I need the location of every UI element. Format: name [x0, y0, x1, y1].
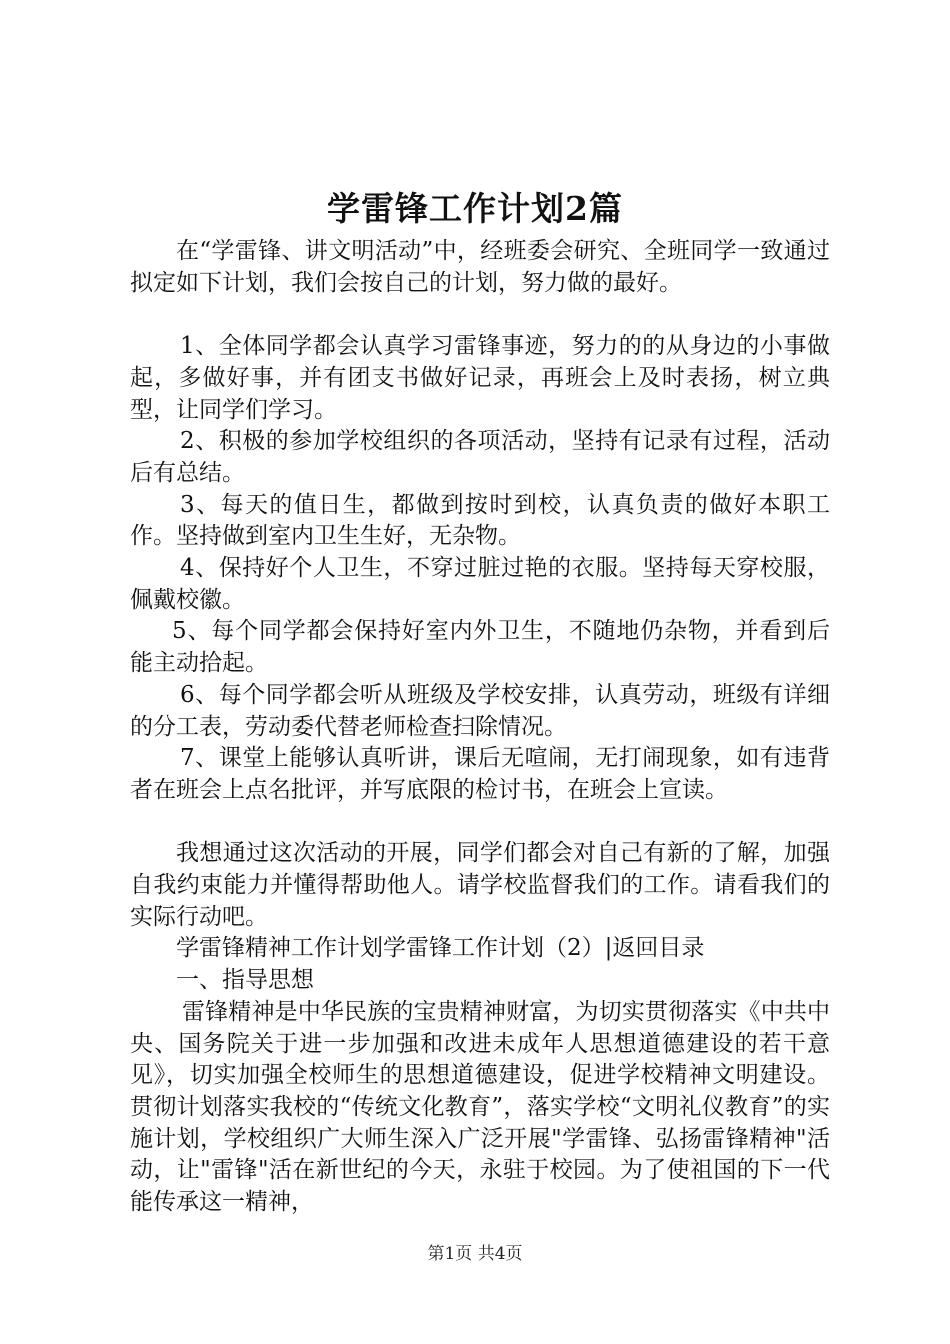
plan-item-7: 7、课堂上能够认真听讲，课后无喧闹，无打闹现象，如有违背者在班会上点名批评，并写底限的检讨书，在班会上宣读。: [130, 745, 830, 803]
paragraph-gap: [130, 299, 830, 331]
plan-item-2: 2、积极的参加学校组织的各项活动，坚持有记录有过程，活动后有总结。: [130, 428, 830, 486]
intro-paragraph: 在“学雷锋、讲文明活动”中，经班委会研究、全班同学一致通过拟定如下计划，我们会按自己的计划，努力做的最好。: [130, 238, 830, 296]
paragraph-gap: [130, 807, 830, 839]
plan-item-6: 6、每个同学都会听从班级及学校安排，认真劳动，班级有详细的分工表，劳动委代替老师检查扫除情况。: [130, 681, 830, 740]
section-heading: 一、指导思想: [176, 967, 314, 994]
guiding-thought-paragraph: 雷锋精神是中华民族的宝贵精神财富，为切实贯彻落实《中共中央、国务院关于进一步加强和改进未成年人思想道德建设的若干意见》，切实加强全校师生的思想道德建设，促进学校精神文明建设。贯彻计划落实我校的“传统文化教育”，落实学校“文明礼仪教育”的实施计划，学校组织广大师生深入广泛开展"学雷锋、弘扬雷锋精神"活动，让"雷锋"活在新世纪的今天，永驻于校园。为了使祖国的下一代能传承这一精神，: [130, 998, 830, 1216]
section-link-line: 学雷锋精神工作计划学雷锋工作计划（2）|返回目录: [176, 935, 705, 962]
page-title: 学雷锋工作计划2篇: [327, 189, 623, 228]
closing-paragraph: 我想通过这次活动的开展，同学们都会对自己有新的了解，加强自我约束能力并懂得帮助他人。请学校监督我们的工作。请看我们的实际行动吧。: [130, 840, 830, 930]
plan-item-5: 5、每个同学都会保持好室内外卫生，不随地仍杂物，并看到后能主动拾起。: [130, 618, 830, 677]
page-footer: 第1页 共4页: [427, 1244, 523, 1264]
plan-item-3: 3、每天的值日生，都做到按时到校，认真负责的做好本职工作。坚持做到室内卫生生好，无杂物。: [130, 491, 830, 550]
document-body: [130, 236, 830, 1219]
plan-item-1: 1、全体同学都会认真学习雷锋事迹，努力的的从身边的小事做起，多做好事，并有团支书做好记录，再班会上及时表扬，树立典型，让同学们学习。: [130, 333, 830, 423]
plan-item-4: 4、保持好个人卫生，不穿过脏过艳的衣服。坚持每天穿校服，佩戴校徽。: [130, 555, 830, 613]
